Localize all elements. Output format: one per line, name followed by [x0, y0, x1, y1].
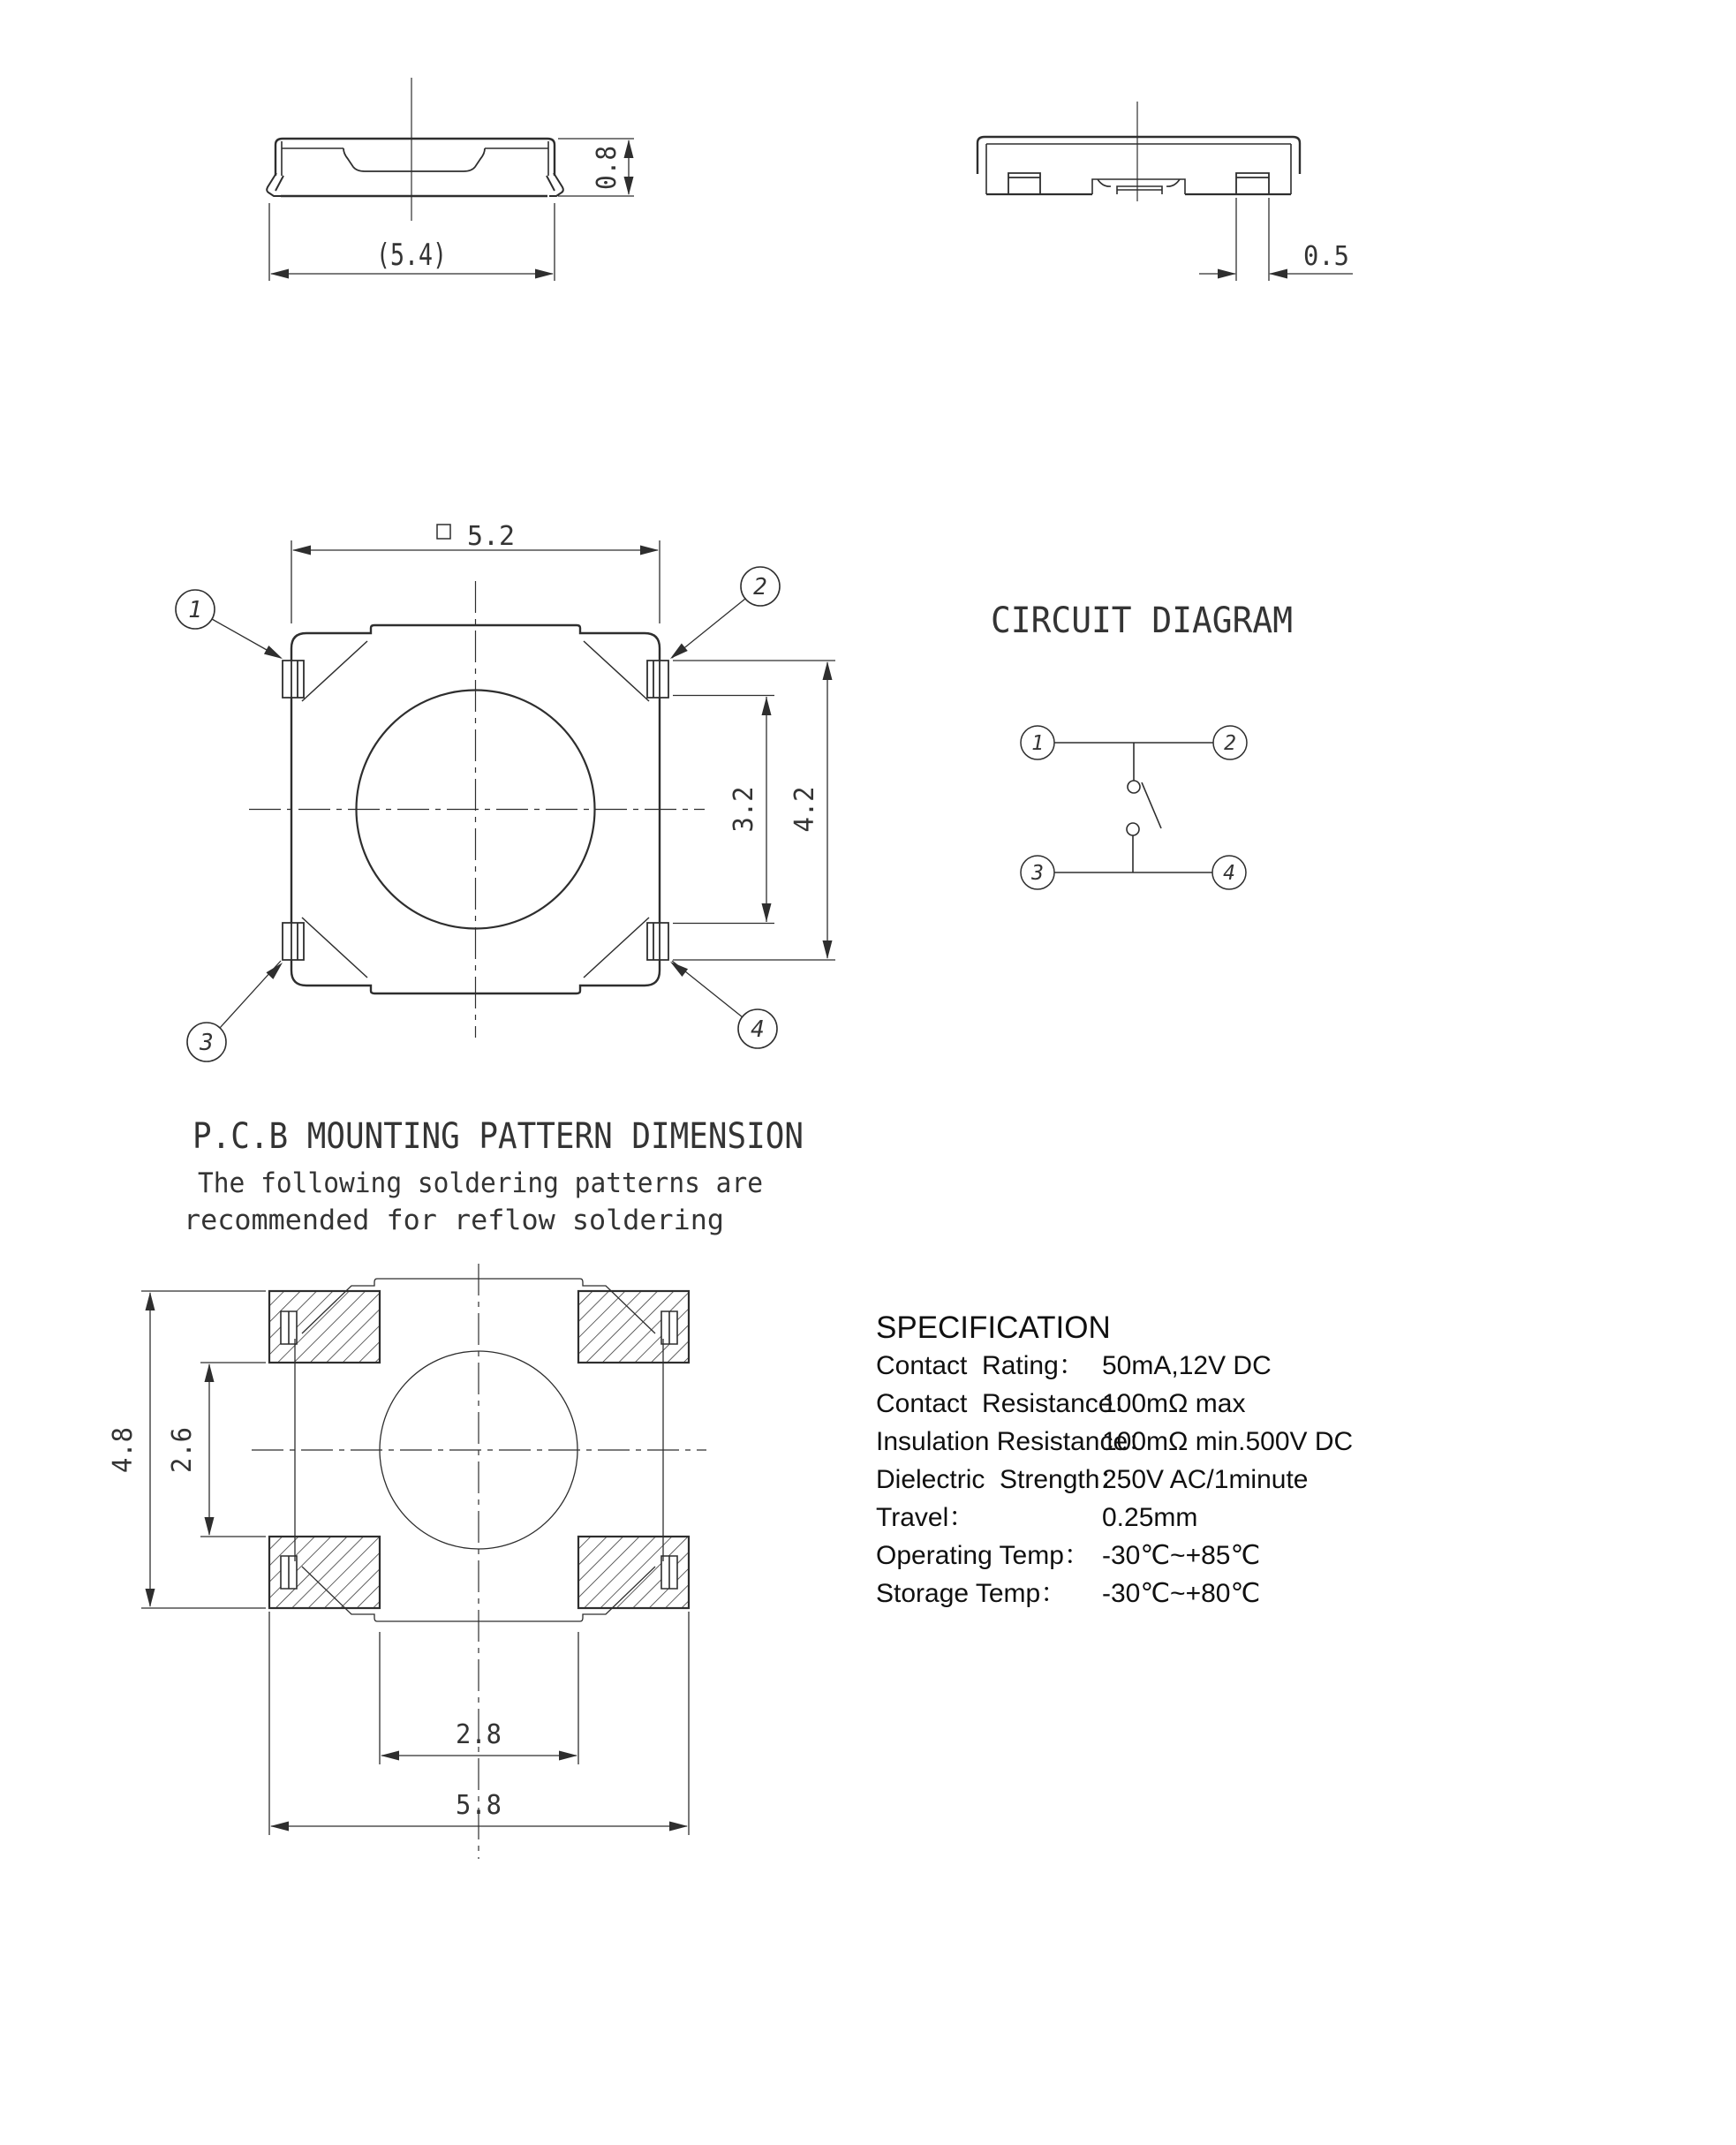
circuit-pin2: 2 [1224, 732, 1236, 755]
pcb-note-line1: The following soldering patterns are [198, 1167, 763, 1199]
switch-lever [1142, 782, 1161, 828]
circuit-pin1: 1 [1031, 732, 1044, 755]
switch-moving-contact [1127, 823, 1139, 835]
pcb-height-dim-text: 4.8 [108, 1424, 139, 1473]
spec-row-value: 250V AC/1minute [1102, 1465, 1309, 1494]
front-view-recess [343, 148, 485, 171]
pin3-number: 3 [200, 1030, 214, 1056]
spec-row-label: Insulation Resistance： [876, 1427, 1155, 1456]
inner-dim-text: 3.2 [728, 784, 759, 833]
top-view-centerlines [249, 581, 705, 1038]
switch-fixed-contact [1128, 781, 1140, 793]
spec-row-value: 50mA,12V DC [1102, 1351, 1272, 1380]
spec-row-label: Travel： [876, 1503, 976, 1532]
circuit-wires [1054, 743, 1213, 872]
top-view-terminal-4 [647, 923, 668, 960]
pin2-number: 2 [753, 574, 767, 600]
front-view [267, 78, 634, 281]
spec-row-label: Contact Resistance： [876, 1389, 1140, 1418]
front-width-dim-text: (5.4) [376, 238, 447, 273]
spec-row-label: Contact Rating： [876, 1351, 1085, 1380]
circuit-pin4: 4 [1223, 862, 1235, 885]
pcb-width-dim-text: 5.8 [456, 1790, 502, 1821]
pin1-number: 1 [188, 597, 202, 623]
pcb-inner-width-dim-text: 2.8 [456, 1719, 502, 1750]
top-view-terminal-2 [647, 661, 668, 698]
top-view-terminal-1 [283, 661, 304, 698]
spec-row-value: 100mΩ min.500V DC [1102, 1427, 1354, 1456]
side-view-cover [977, 137, 1300, 174]
side-view-right-terminal [1236, 173, 1269, 194]
pcb-title: P.C.B MOUNTING PATTERN DIMENSION [192, 1116, 804, 1157]
body-dim-text: 5.2 [467, 521, 515, 552]
spec-row-label: Operating Temp： [876, 1541, 1091, 1570]
front-height-dim-text: 0.8 [592, 141, 623, 190]
circuit-title: CIRCUIT DIAGRAM [991, 600, 1293, 641]
spec-row-value: -30℃~+80℃ [1102, 1579, 1261, 1608]
spec-row-value: 0.25mm [1102, 1503, 1198, 1532]
spec-title: SPECIFICATION [876, 1310, 1111, 1345]
top-view-terminal-3 [283, 923, 304, 960]
specification-table [876, 1310, 1353, 1608]
spec-row-value: 100mΩ max [1102, 1389, 1246, 1418]
spec-row-label: Storage Temp： [876, 1579, 1068, 1608]
front-view-right-foot [547, 173, 563, 196]
side-view-recess [1092, 179, 1185, 194]
pcb-note-line2: recommended for reflow soldering [184, 1205, 724, 1236]
pcb-height-dim-lines [141, 1291, 266, 1608]
spec-row-value: -30℃~+85℃ [1102, 1541, 1261, 1570]
side-view-left-terminal [1008, 173, 1040, 194]
spec-row-label: Dielectric Strength： [876, 1465, 1127, 1494]
circuit-diagram [1021, 726, 1247, 889]
pcb-pattern [141, 1264, 706, 1859]
terminal-dim-text: 0.5 [1303, 241, 1349, 272]
square-symbol [437, 525, 450, 539]
front-view-cover [275, 139, 555, 176]
pin4-number: 4 [751, 1016, 765, 1043]
circuit-pin3: 3 [1031, 862, 1044, 885]
outer-dim-text: 4.2 [789, 784, 820, 833]
pcb-inner-height-dim-text: 2.6 [167, 1424, 198, 1473]
side-view [977, 102, 1353, 281]
front-view-left-foot [267, 173, 283, 196]
